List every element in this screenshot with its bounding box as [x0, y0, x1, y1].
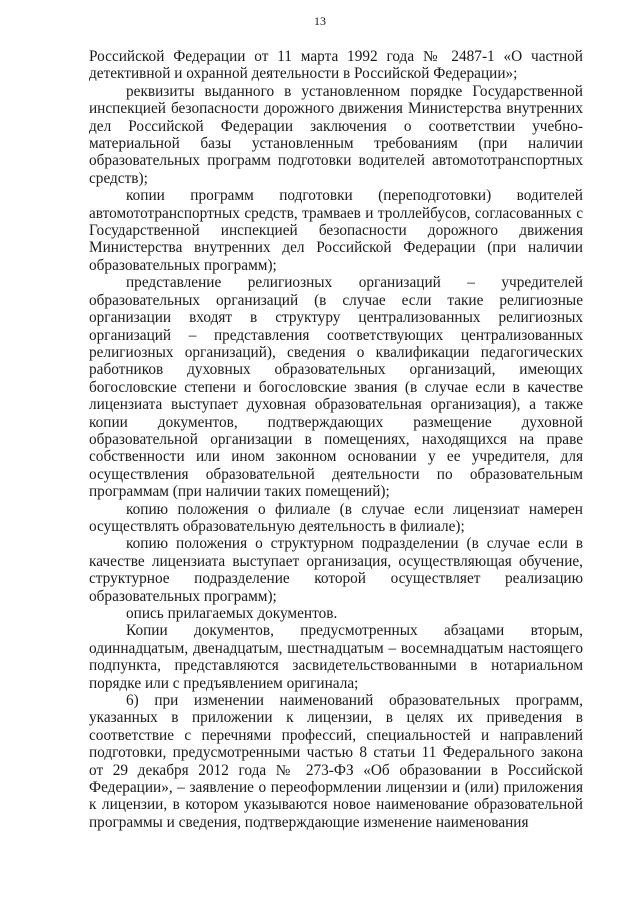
paragraph: реквизиты выданного в установленном порядке Государственной инспекцией безопасности дорожного движения Министерства внутренних дел Российской Федерации заключения о соответствии учебно-материальной базы установленным требованиям (при наличии образовательных программ подготовки водителей автомототранспортных средств); [89, 82, 583, 187]
paragraph: 6) при изменении наименований образовательных программ, указанных в приложении к лицензии, в целях их приведения в соответствие с перечнями профессий, специальностей и направлений подготовки, предусмотренными частью 8 статьи 11 Федерального закона от 29 декабря 2012 года № 273-ФЗ «Об образовании в Российской Федерации», – заявление о переоформлении лицензии и (или) приложения к лицензии, в котором указываются новое наименование образовательной программы и сведения, подтверждающие изменение наименования [89, 692, 583, 831]
paragraph: Копии документов, предусмотренных абзацами вторым, одиннадцатым, двенадцатым, шестнадцатым – восемнадцатым настоящего подпункта, представляются засвидетельствованными в нотариальном порядке или с предъявлением оригинала; [89, 622, 583, 692]
paragraph: опись прилагаемых документов. [126, 605, 338, 622]
paragraph: Российской Федерации от 11 марта 1992 года № 2487-1 «О частной детективной и охранной деятельности в Российской Федерации»; [89, 48, 583, 83]
paragraph: копию положения о структурном подразделении (в случае если в качестве лицензиата выступает организация, осуществляющая обучение, структурное подразделение которой осуществляет реализацию образовательных программ); [89, 535, 583, 605]
paragraph: копию положения о филиале (в случае если лицензиат намерен осуществлять образовательную деятельность в филиале); [89, 500, 583, 535]
paragraph: представление религиозных организаций – учредителей образовательных организаций (в случае если такие религиозные организации входят в структуру централизованных религиозных организаций – представления соответствующих централизованных религиозных организаций), сведения о квалификации педагогических работников духовных образовательных организаций, имеющих богословские степени и богословские звания (в случае если в качестве лицензиата выступает духовная образовательная организация), а также копии документов, подтверждающих размещение духовной образовательной организации в помещениях, находящихся на праве собственности или ином законном основании у ее учредителя, для осуществления образовательной деятельности по образовательным программам (при наличии таких помещений); [89, 274, 583, 501]
paragraph: копии программ подготовки (переподготовки) водителей автомототранспортных средств, трамваев и троллейбусов, согласованных с Государственной инспекцией безопасности дорожного движения Министерства внутренних дел Российской Федерации (при наличии образовательных программ); [89, 187, 583, 274]
page-number: 13 [314, 14, 326, 28]
document-body [89, 48, 583, 831]
